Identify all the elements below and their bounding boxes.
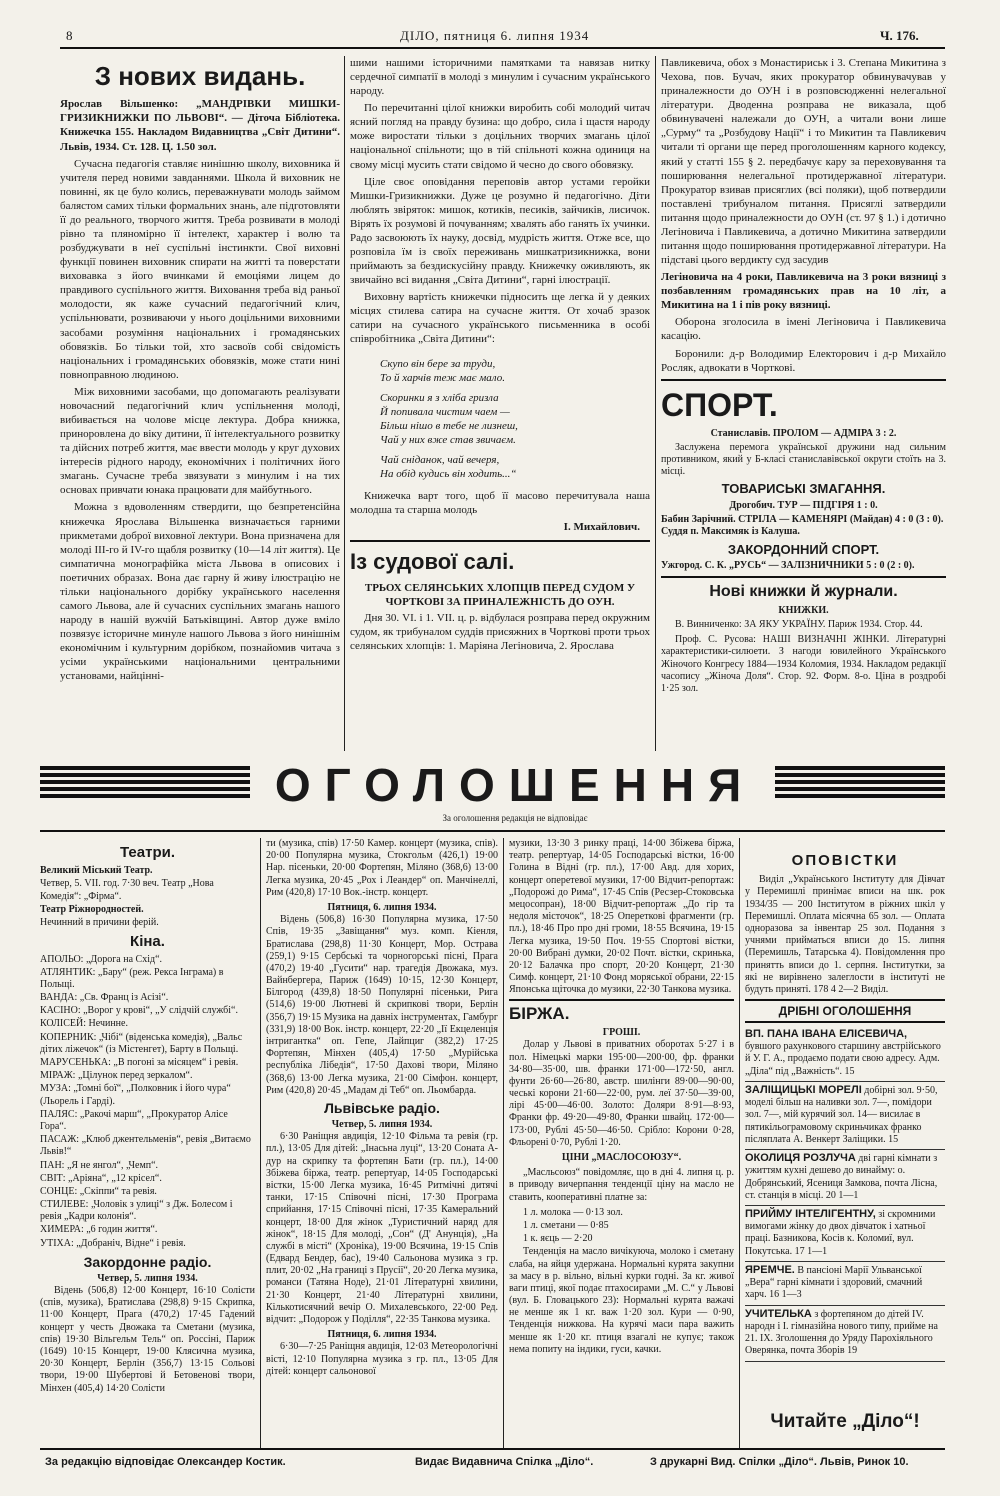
court-paragraph: Оборона зголосила в імені Легіновича і Павликевича касацію. [661,316,946,343]
column-review-cont [350,56,650,751]
classified-ad [745,1206,945,1262]
classified-ad-text: добірні зол. 9·50, моделі більш на наливки зол. 7—, помідори зол. 7—, мій курячий зол. 14— висилає в пятикільограмовому скриньчиках франко післяплата А. Венкерт Заліщики. 15 [745,1084,938,1145]
review-paragraph: шими нашими історичними памятками та навязав нитку сердечної симпатії в молоді з минулим і сучасним українського народу. [350,57,650,98]
classified-ad [745,1262,945,1306]
dairy-intro: „Масльсоюз“ повідомляє, що в дні 4. липня ц. р. в приводу вичерпання тенденції ціну на масло не ставить, кооперативні платне за: [509,1167,734,1203]
exchange-title: БІРЖА. [509,1004,570,1024]
classified-ad-head: ЯРЕМЧЕ. [745,1263,795,1276]
dairy-prices-title: ЦІНИ „МАСЛОСОЮЗУ“. [561,1152,682,1164]
cinema-item: МІРАЖ: „Цілунок перед зеркалом“. [40,1070,193,1082]
court-verdict: Легіновича на 4 роки, Павликевича на 3 роки вязниці з позбавленням громадянських прав на 10 літ, а Микитина на 1 і пів року вязниці. [661,271,946,312]
poem-quote [350,357,650,482]
review-paragraph: По перечитанні цілої книжки виробить собі молодий читач ясний погляд на правду бузина: що добро, сила і щастя народу може виростати тільки з доцільних творчих змагань цілої національної спільноти; що в тій спільноті кожна одиниця на свому місці мусить стати свідомо й чесно до свого обовязку. [350,102,650,171]
classified-ad-text: В пансіоні Марії Ульванської „Вера“ гарні кімнати і здоровий, смачний харч. 16 1—3 [745,1264,923,1301]
section-rule [745,999,945,1001]
match-result: Бабин Зарічний. СТРІЛА — КАМЕНЯРІ (Майдан) 4 : 0 (3 : 0). Суддя п. Максимяк із Калуша. [661,514,944,538]
ads-banner [40,758,945,826]
radio-date: Пятниця, 6. липня 1934. [327,901,437,913]
poem-line: На обід кудись він ходить...“ [380,468,517,481]
sport-result: Станиславів. ПРОЛОМ — АДМІРА 3 : 2. [710,427,897,439]
review-paragraph: Між виховними засобами, що допомагають реалізувати новочасний педагогічний клич успільнення молоді, вибивається на чолове місце лектура. Добра книжка, приноровлена до віку дитини, її інтелектуального розвитку та дійсних потреб життя, має ввести молодь у круг духових інтересів рідного народу, економічних і політичних його змагань. Сучасне треба звязувати з минулим і на тих основах привчати юнака працювати для майбутнього. [60,385,340,497]
classified-ad [745,1082,945,1150]
cinema-item: МУЗА: „Томні бої“, „Полковник і його чура“ (Льорель і Гарді). [40,1083,231,1107]
review-paragraph: Виховну вартість книжечки підносить ще легка й у деяких місцях стилева сатира на сучасне життя. От хочаб зразок сатири на сучасного українського письменника в особі співробітника „Світа Дитини“: [350,291,650,346]
foreign-radio-title: Закордонне радіо. [83,1253,212,1270]
radio-program: Відень (506,8) 12·00 Концерт, 16·10 Солісти (спів, музика), Братислава (298,8) 9·15 Скрипка, 11·00 Концерт, Прага (470,2) 17·45 Гадений концерт у честь Двожака та Сметани (музика, спів) 19·30 Вільгельм Тель“ оп. Россіні, Париж (1649) 10·15 Концерт, 19·00 Клясична музика, 20·30 Концерт, Берлін (356,7) 13·15 Сольові твори, 19·00 Шубертові й Бетовенові твори, Мінхен (405,4) 14·20 Солісти [40,1285,255,1394]
classified-ad-head: ЗАЛІЩИЦЬКІ МОРЕЛІ [745,1083,862,1096]
friendly-matches-title: ТОВАРИСЬКІ ЗМАГАННЯ. [721,481,886,497]
lviv-radio-title: Львівське радіо. [324,1099,440,1116]
cinema-item: ПАСАЖ: „Клюб джентельменів“, ревія „Витаємо Львів!“ [40,1134,251,1158]
cinema-item: ХИМЕРА: „6 годин життя“. [40,1224,158,1236]
sport-paragraph: Заслужена перемога української дружини над сильним противником, який у Б-класі станиславівської округи стоїть на 3. місці. [661,441,946,478]
classified-ad-head: УЧИТЕЛЬКА [745,1307,812,1320]
review-signature: І. Михайлович. [563,521,640,534]
cinema-item: КОЛІСЕЙ: Нечинне. [40,1018,128,1030]
review-paragraph: Можна з вдоволенням ствердити, що безпретенсійна книжечка Ярослава Вільшенка визначається гарними прикметами доброї виховної лектури. Вона призначена для молоді ІІІ-го й ІV-го щабля розвитку (10—14 літ життя). Це симпатична монографійка міста Львова в описових і поетичних образах. Вона дає гарну й живу ілюстрацію не тільки національного дорібку українського населення самого Львова, але й сучасних суспільних змагань нашого народу в нашій вужчій Батьківщині. Автор дуже вміло позвязує історичне минуле нашого Львова з його нинішнім економічним і культурним дорібком, познайомив читача з усіми українськими національними центральними установами, найцінні- [60,501,340,683]
radio-date: Четвер, 5. липня 1934. [331,1119,433,1131]
page-header [40,28,940,48]
theatre-name: Театр Ріжнородностей. [40,903,144,915]
reviews-title: З нових видань. [94,61,306,91]
column-divider [739,838,740,1448]
books-title: Нові книжки й журнали. [709,583,898,601]
announcements-title: ОПОВІСТКИ [791,852,899,869]
match-result: Дрогобич. ТУР — ПІДГІРЯ 1 : 0. [729,500,878,512]
radio-program: 6·30—7·25 Раніщня авдиція, 12·03 Метеорологічні вісті, 12·10 Популярна музика з гр. пл., 13·05 Для дітей: концерт сальонової [266,1341,498,1377]
section-rule [350,540,650,542]
price-row: 1 л. сметани — 0·85 [523,1219,609,1231]
cinemas-title: Кіна. [130,933,165,951]
poem-line: Скоринки я з хліба гризла [380,391,499,404]
footer-printer: З друкарні Вид. Спілки „Діло“. Львів, Ринок 10. [650,1456,909,1468]
column-theatres [40,838,255,1448]
books-subtitle: КНИЖКИ. [778,604,829,616]
money-subtitle: ГРОШІ. [602,1027,641,1039]
ads-top-rule [40,830,945,832]
banner-stripes-left [40,766,250,801]
masthead-line: ДІЛО, пятниця 6. липня 1934 [400,28,590,43]
ads-banner-title: ОГОЛОШЕННЯ [274,759,756,811]
column-reviews [60,56,340,751]
cinema-item: ВАНДА: „Св. Франц із Асізі“. [40,992,169,1004]
column-court-sport [661,56,946,751]
cinema-item: МАРУСЕНЬКА: „В погоні за місяцем“ і ревія. [40,1057,239,1069]
theatre-info: Четвер, 5. VII. год. 7·30 веч. Театр „Нова Комедія“: „Фірма“. [40,878,214,902]
exchange-rates: Долар у Львові в приватних оборотах 5·27 і в пол. Німецькі марки 195·00—200·00, фр. франки 34·80—35·00, шв. франки 171·00—172·50, англ. фунти 26·60—26·80, австр. шилінги 89·00—90·00, чеські корони 21·60—22·00, рум. леї 37·50—39·00, лірі 45·00—46·00. Золото: Доляри 8·91—8·93, Франки фр. 49·20—49·80, Франки швайц. 172·00—173·00, Рублі 45·50—46·50. Срібло: Корони 0·28, Фльорені 0·70, Рублі 1·20. [509,1039,734,1148]
footer-publisher: Видає Видавнича Спілка „Діло“. [415,1456,594,1468]
cinema-item: СТИЛЕВЕ: „Чоловік з улиці“ з Дж. Болесом і ревія „Кадри колонія“. [40,1199,233,1223]
classified-ad-head: ОКОЛИЦЯ РОЗЛУЧА [745,1151,856,1164]
column-divider [655,56,656,751]
classified-ad-text: з фортепяном до дітей IV. народн і І. гімназійна нового типу, прийме на 21. IX. Зголошення до Уряду Парохіяльного Оверянка, почта Зборів 19 [745,1308,938,1357]
sport-title: СПОРТ. [661,386,778,423]
cinema-item: УТІХА: „Добраніч, Відне“ і ревія. [40,1237,186,1249]
classified-ad-text: зі скромними вимогами жінку до двох дівчаток і хатньої праці. Базникова, Косів к. Коломиї, вул. Покутська. 17 1—1 [745,1208,936,1257]
footer-editor: За редакцію відповідає Олександер Костик. [45,1456,286,1468]
cinema-item: КОПЕРНИК: „Чібі“ (віденська комедія), „Вальс дітих ліжечок“ (із Містенгет), Барту в Польщі. [40,1031,243,1055]
radio-program: ти (музика, спів) 17·50 Камер. концерт (музика, спів). 20·00 Популярна музика, Стокгольм (426,1) 19·00 Нар. пісеньки, 20·00 Фортепян, Міляно (368,6) 13·00 Легка музика, 20·45 „Рох і Леандер“ оп. Манчінеллі, Рим (420,8) 17·10 Вок.-інстр. концерт. [266,838,498,898]
column-exchange [509,838,734,1448]
radio-program: 6·30 Раніщня авдиція, 12·10 Фільма та ревія (гр. пл.), 13·05 Для дітей: „Інасьна луці“, 13·20 Соната А-дур на скрипку та фортепян Бати (гр. пл.), 14·00 Збіжева біржа, театр. репертуар, 14·05 Господарські вістки, 15·00 Легка музика, 16·45 Ритмічні дитячі танки, 17·15 Співочні пісні, 17·30 Програма сприйання, 17·15 Співочні пісні, 17·35 Камеральний концерт, 18·00 Для жінок „Туристичний наряд для жінок“, 18·15 Для молоді, „Сон“ (Д' Анунція), „На службі в місті“ (Хроніка), 19·00 Всячина, 19·15 Спів (Едвард Бендер, бас), 19·40 Сальонова музика з гр. плит, 20·02 „На границі з Прусії“, 20·20 Легка музика, романси (Татяна Ноде), 21·01 Літературні хвилини, 21·30 Концерт, 21·40 Літературні хвилини, Кількотисячний вечір О. Михалевського, 22·00 Ред. відчит: „Подорож у Поділля“, 22·35 Танкова музика. [266,1131,498,1326]
footer-rule [40,1448,945,1450]
issue-number: Ч. 176. [880,28,919,43]
classified-ad-head: ПРИЙМУ ІНТЕЛІГЕНТНУ, [745,1207,876,1220]
radio-date: Пятниця, 6. липня 1934. [327,1329,437,1341]
poem-line: Чай у них вже став звичаєм. [380,433,516,446]
court-paragraph: Дня 30. VI. і 1. VII. ц. р. відбулася розправа перед окружним судом, як трибуналом суддів присяжних в Чорткові проти трьох селянських хлопців: 1. Маріяна Легіновича, 2. Ярослава [350,611,650,652]
classified-ad-text: бувшого рахункового старшину австрійського й У. Г. А., продаємо подати свою адресу. Адм. „Діла“ під „Важність“. 15 [745,1041,941,1077]
court-title: Із судової салі. [350,549,515,575]
column-announcements [745,838,945,1448]
read-dilo-cta: Читайте „Діло“! [770,1411,920,1432]
section-rule [661,576,946,578]
announcement-text: Виділ „Українського Інституту для Дівчат у Перемишлі принімає вписи на шк. рок 1934/35 — 200 Інститутом в ріжних шкіл у Перемишлі. Оплата місячна 65 зол. — Оплата одноразова за інвентар 25 зол. Подання з учнями прийматься вписи до 15. липня (Перемишль, Татарська 4). Повідомлення про принятть вписи до 1. серпня. Інститутки, за які не вирівнено залеглости в інституті не будуть принятi. 178 4 2—2 Виділ. [745,874,945,995]
match-result: Ужгород. С. К. „РУСЬ“ — ЗАЛІЗНИЧНИКИ 5 : 0 (2 : 0). [661,560,915,572]
classified-ad-text: дві гарні кімнати з ужиттям кухні дешево до винайму: о. Добрянський, Ясениця Замкова, почта Лісна, ст. станція в місці. 20 1—1 [745,1152,938,1201]
section-rule [509,999,734,1001]
review-closing: Книжечка варт того, щоб її масово перечитувала наша молодша та старша молодь [350,490,650,517]
review-paragraph: Сучасна педагогія ставляє нинішню школу, виховника й учителя перед новими завданнями. Школа й виховник не повинні, як це було колись, переважнувати молодь займом балястом самих тільки формальних знань, але підготовляти її до реального, творчого життя. Треба розвивати в молоді рівно та пляномірно її інтелект, характер і волю та розбуджувати в неї суспільні інстинкти. Свої виховні функції повинен виховник спирати на житті та поверстати виховавка з його вчинками й емоціями лицем до правдивого суспільного життя. Виховання треба від раньої молодости, як каже сучасний педагогічний клич, успільнювати, розвиваючи у нього доцільними виховними засобами розуміння національних і громадянських обовязків. Бо тільки той, хто засвоїв собі свідомість національних і громадянських обовязків, може стати нині повноправною людиною. [60,157,340,381]
radio-date: Четвер, 5. липня 1934. [97,1272,198,1284]
poem-line: То й харчів теж має мало. [380,371,505,384]
book-entry: Проф. С. Русова: НАШІ ВИЗНАЧНІ ЖІНКИ. Літературні характеристики-силюети. З нагоди ювилейного Українського Жіночого Конгресу 1884—1934 Коломия, 1934. Накладом редакції часопису „Жіноча Доля“. Стор. 92. Форм. 8-о. Ціна в роздробі 1·25 зол. [661,634,946,695]
poem-line: Більш нішо в тебе не лизнеш, [380,419,518,432]
poem-line: Чай сніданок, чай вечеря, [380,454,500,467]
classifieds-title: ДРІБНІ ОГОЛОШЕННЯ [745,1004,945,1023]
cinema-item: ПАН: „Я не янгол“, „Чемп“. [40,1159,159,1171]
court-subtitle: ТРЬОХ СЕЛЯНСЬКИХ ХЛОПЦІВ ПЕРЕД СУДОМ У ЧОРТКОВІ ЗА ПРИНАЛЕЖНІСТЬ ДО ОУН. [364,581,636,608]
cinema-item: ПАЛЯС: „Ракочі марш“, „Прокуратор Алісе Гора“. [40,1108,228,1132]
page-number: 8 [66,28,73,43]
header-rule [60,47,945,49]
price-row: 1 л. молока — 0·13 зол. [523,1206,623,1218]
foreign-sport-title: ЗАКОРДОННИЙ СПОРТ. [727,541,880,557]
classified-ad-head: ВП. ПАНА ІВАНА ЕЛІСЕВИЧА, [745,1027,908,1040]
court-paragraph: Павликевича, обох з Монастириськ і 3. Степана Микитина з Чехова, пов. Бучач, яких прокуратор обвинувачував у приналежности до ОУН і в розповсюдженні нелегальної літератури. Дводенна розправа не виказала, щоб обвинувачені належали до ОУН, а читали вони лише „Сурму“ та „Розбудову Нації“ і то Микитин та Павликевич читали ті органи ще перед проголошенням карного кодексу, який у статті 155 § 2. передбачує кару за переховування та поширювання нелегальної протидержавної літератури. Прокуратор взивав присяглих (всі поляки), щоб потвердили поставлені трибуналом питання. Присяглі затвердили питання щодо приналежности до ОУН (ст. 97 § 1.) і дотично Легіновича і Павликевича, а дотично Микитина затвердили питання щодо поширювання протидержавної літератури. На підставі цього вердикту суд засудив [661,57,946,267]
column-radio [266,838,498,1448]
classified-ad [745,1150,945,1206]
classified-ad [745,1026,945,1082]
cinema-item: АПОЛЬО: „Дорога на Схід“. [40,953,163,965]
ads-disclaimer: За оголошення редакція не відповідає [442,813,588,823]
poem-line: Скупо він бере за труди, [380,357,496,370]
column-divider [260,838,261,1448]
theatre-info: Нечинний в причини ферій. [40,917,159,929]
book-citation: Ярослав Вільшенко: „МАНДРІВКИ МИШКИ-ГРИЗИКНИЖКИ ПО ЛЬВОВІ“. — Діточа Бібліотека. Книжечка 155. Накладом Видавництва „Світ Дитини“. Львів, 1934. Ст. 128. Ц. 1.50 зол. [60,98,340,153]
theatre-name: Великий Міський Театр. [40,865,153,877]
classified-ad [745,1306,945,1362]
cinema-item: СВІТ: „Аріяна“, „12 крісел“. [40,1172,162,1184]
section-rule [661,379,946,381]
review-paragraph: Ціле своє оповідання переповів автор устами геройки Мишки-Гризикнижки. Дуже це розумно й педагогічно. Діти люблять звіряток: мишок, котиків, песиків, зайчиків, лисичок. Вірять їх розумові й почуванням; хвалять або ганять їх учинки. Радо засвоюють їх науку, досвід, мудрість життя. Отже все, що розповіла їм із своїх переживань мишкатризикнижка, вони приймають за бездискусійну правду. Книжечку оживляють, як звичайно всі видання „Світа Дитини“, гарні ілюстрації. [350,175,650,287]
book-entry: В. Винниченко: ЗА ЯКУ УКРАЇНУ. Париж 1934. Стор. 44. [675,619,923,631]
dairy-text: Тенденція на масло вичікуюча, молоко і сметану слаба, на яйця удержана. Нормальні курята закупни за масу в р. вільно, вільні курки годні. За кг. живої ваги птиці, якої подає птахосирами „М. С.“ у Львові (вул. Б. Гловацького 23): Нормальні курята важачі не менше як 1 кг. важ 1·20 зол. Кури — 0·90, Тенденція нижкова. На курячі маси пара важить менше як 1·20 кг. птиця взагалі не купує; також нема попиту на індики, гуси, качки. [509,1246,734,1355]
theatres-title: Театри. [120,844,175,861]
cinema-item: КАСІНО: „Ворог у крові“, „У слідчій службі“. [40,1005,238,1017]
radio-program: Відень (506,8) 16·30 Популярна музика, 17·50 Спів, 19·35 „Завіщання“ муз. комп. Кіенля, Братислава (298,8) 11·30 Концерт, Мор. Острава (259,1) 9·15 Сербські та чорногорські пісні, Прага (470,2) 19·40 „Гусити“ нар. трагедія Двожака, муз. Вайнбергера, Париж (1649) 10·15, 12·30 Концерт, Білгород (439,8) 18·50 Популярні пісеньки, Рига (514,6) 19·00 Лютневі й скрипкові твори, Берлін (356,7) 19·15 Музика на давніх інструментах, Гамбург (331,9) 18·00 Вок. інстр. концерт, 22·20 „Ії Екцеленція інтригантка“ оп. Гепе, Лайпциг (382,2) 17·25 Фортепян, Мінхен (405,4) 17·50 „Мурійська республіка Лібедія“, 17·50 Дахові твори, Міляно (368,6) 13·00 Легка музика, 21·00 Сімфон. концерт, Рим (420,8) 20·45 „Мадам ді Теб“ оп. Льомбарда. [266,914,498,1096]
court-paragraph: Боронили: д-р Володимир Електорович і д-р Михайло Росляк, адвокати в Чорткові. [661,347,946,374]
banner-stripes-right [775,766,945,801]
price-row: 1 к. яєць — 2·20 [523,1233,593,1245]
column-divider [503,838,504,1448]
cinema-item: АТЛЯНТИК: „Бару“ (реж. Рекса Інграма) в Польщі. [40,966,224,990]
poem-line: Й попивала чистим чаем — [380,405,510,418]
column-divider [344,56,345,751]
cinema-item: СОНЦЕ: „Скіппи“ та ревія. [40,1185,157,1197]
radio-program: музики, 13·30 З ринку праці, 14·00 Збіжева біржа, театр. репертуар, 14·05 Господарські вістки, 16·00 Голина в Відні (гр. пл.), 17·00 Авд. для хорих, концерт оперетевої музики, 17·00 Відчит-репортаж: „Подорожі до Рима“, 17·45 Спів (Ресзер-Стоковська мецосопран), 18·00 Відчит-репортаж „До гір та недоля місточок“, 18·25 Оперетковi фрагменти (гр. пл.), 18·46 Про про дні громи, 18·55 Всячина, 19·15 Легка музика, 19·50 Поч. 19·55 Спортові вістки, 20·00 Вибрані думки, 20·02 Почт. вістки, скринька, 20·12 Балачка про спорт, 20·20 Концерт, 21·30 Симф. концерт, 21·10 Фонд моряської обрани, 22·15 Японська щіточка до музики, 22·30 Танкова музика. [509,838,734,996]
